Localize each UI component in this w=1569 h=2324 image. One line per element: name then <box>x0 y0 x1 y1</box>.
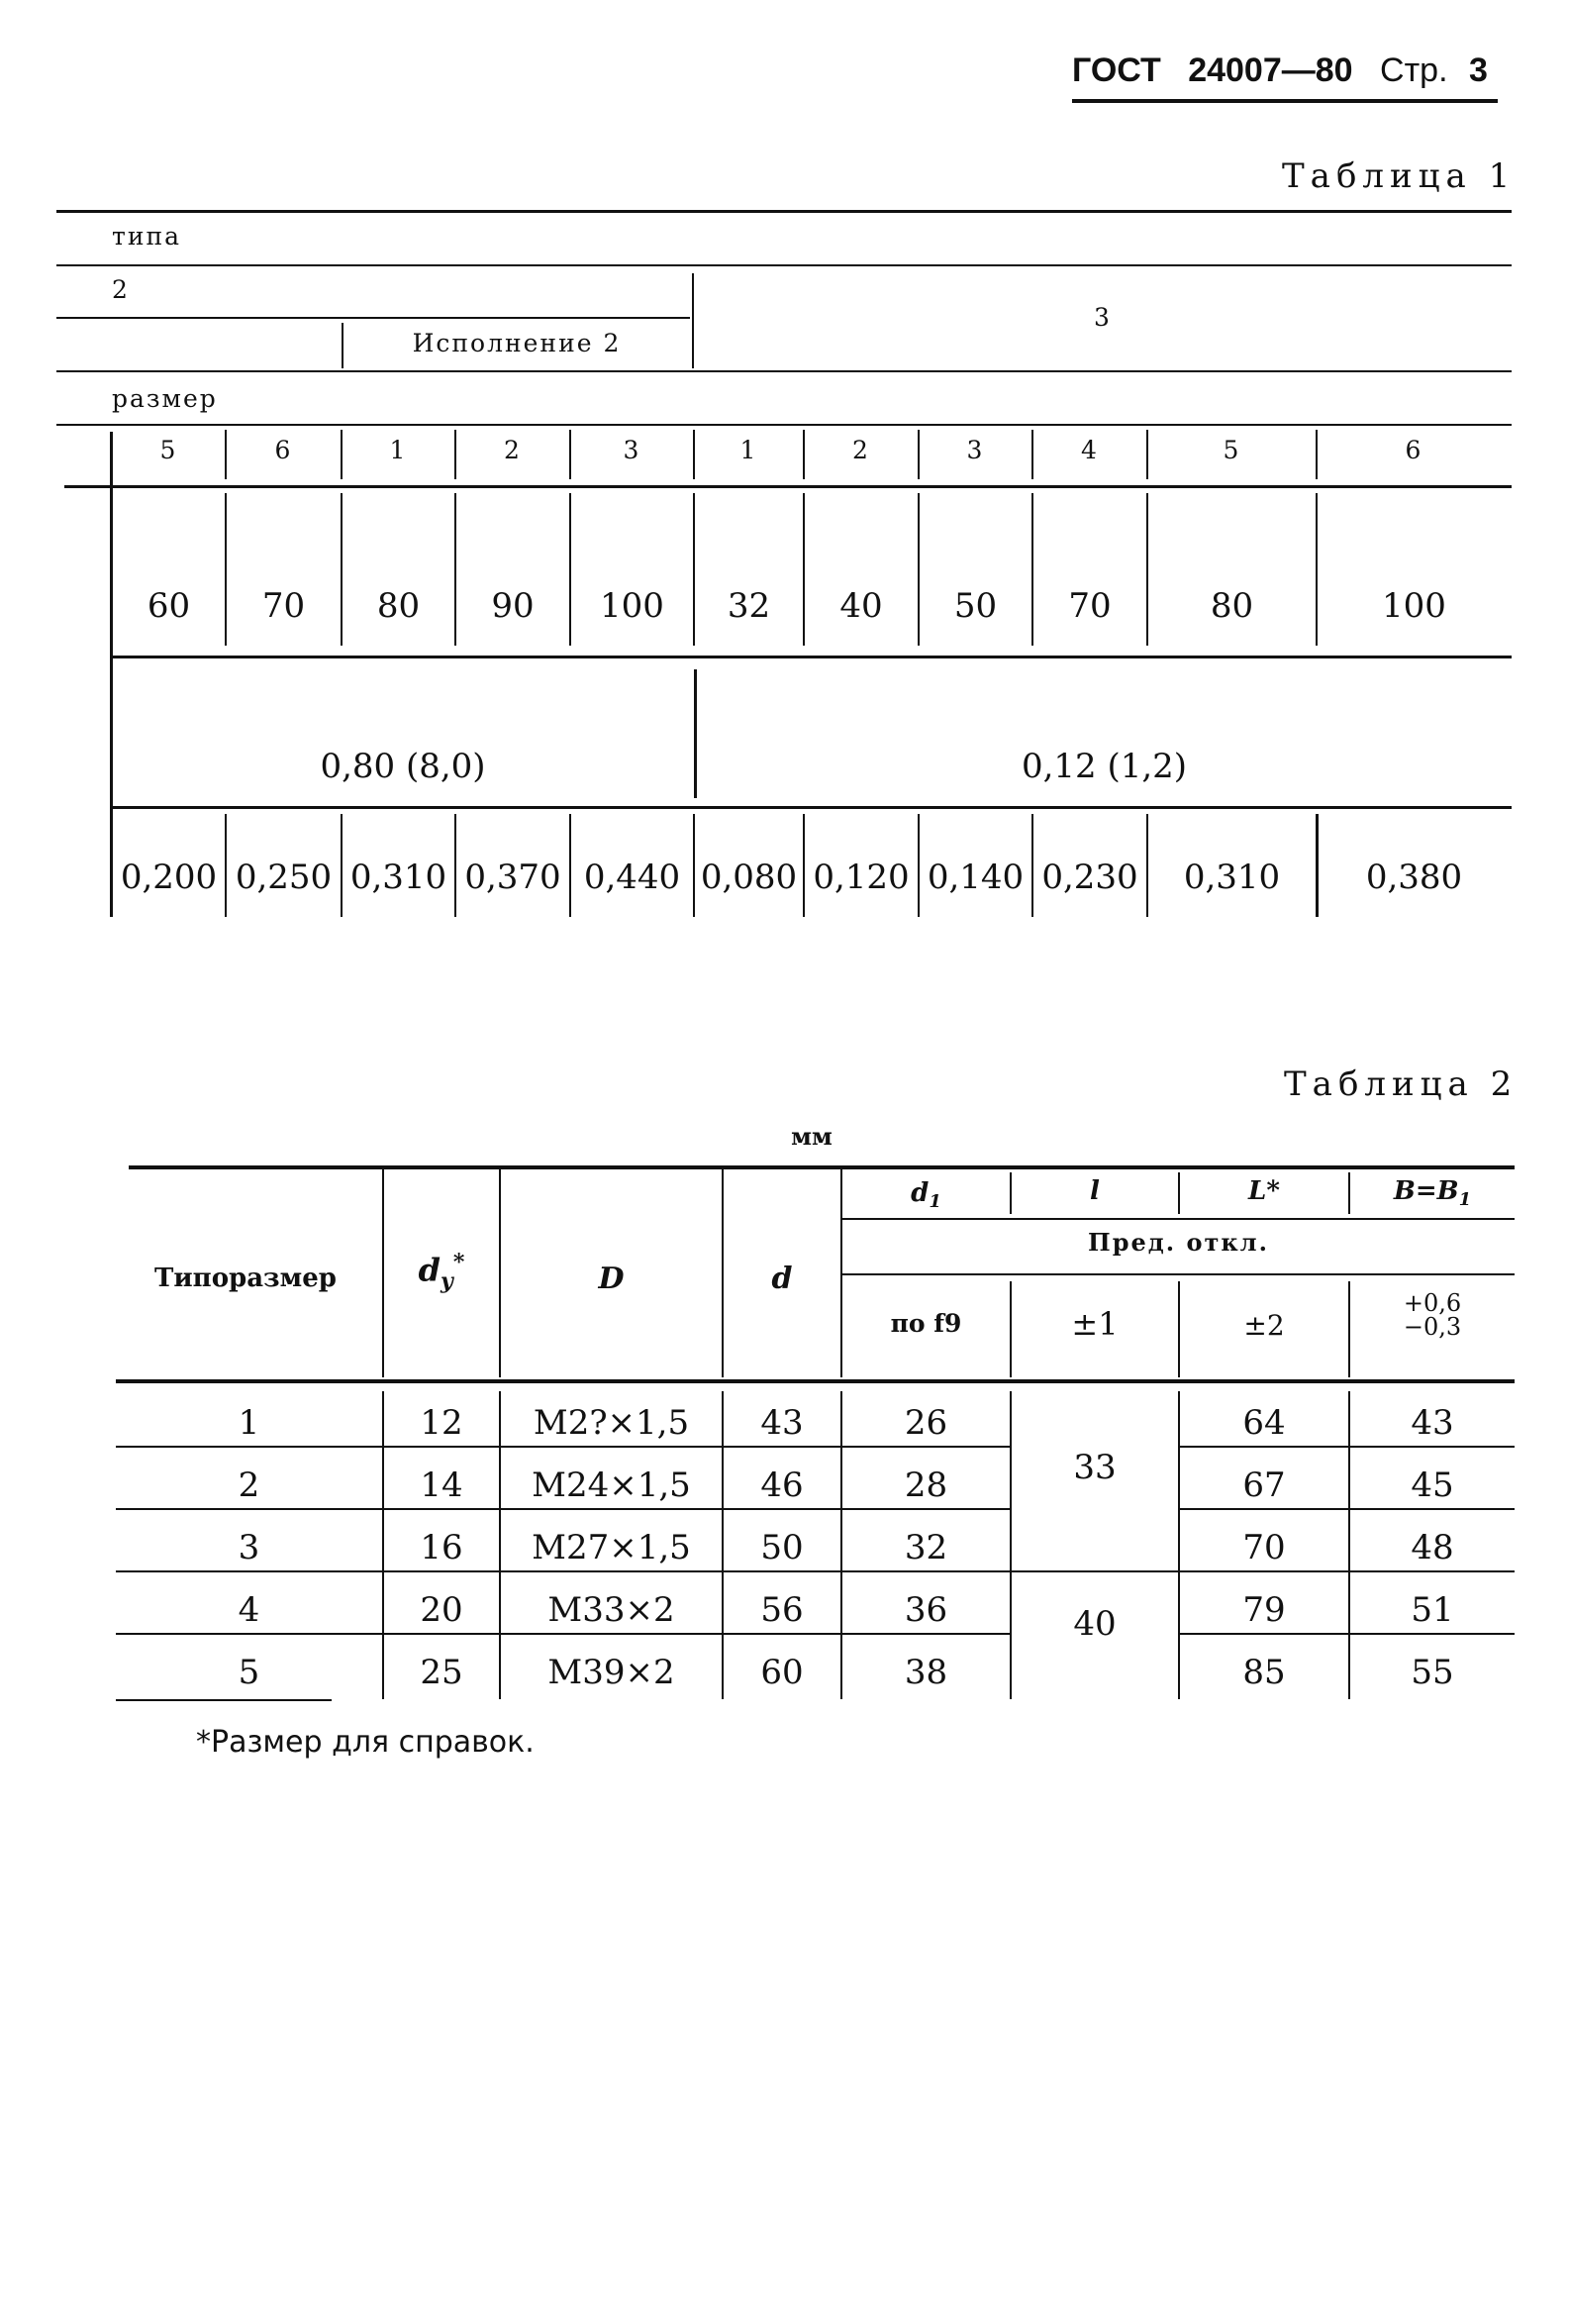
t1-col-divider <box>225 430 227 479</box>
t1-mass-cell: 0,250 <box>235 858 333 897</box>
t1-value-cell: 100 <box>600 586 664 626</box>
t1-col-divider <box>225 814 227 917</box>
t2-header-l: l <box>1090 1176 1100 1206</box>
t1-type-3: 3 <box>1094 303 1112 332</box>
t1-merged-right: 0,12 (1,2) <box>1021 747 1188 786</box>
t2-l-group-2: 40 <box>1073 1604 1117 1644</box>
t1-value-cell: 80 <box>376 586 421 626</box>
standard-number: 24007—80 <box>1188 51 1353 89</box>
t1-mass-cell: 0,310 <box>1183 858 1281 897</box>
t1-rule <box>112 806 1512 809</box>
t1-col-divider <box>454 493 456 646</box>
t2-header-d1-sub: 1 <box>929 1191 941 1213</box>
t1-mass-cell: 0,310 <box>349 858 447 897</box>
t1-mass-cell: 0,080 <box>700 858 798 897</box>
t2-header-d: d <box>771 1262 793 1296</box>
t1-value-cell: 70 <box>261 586 306 626</box>
t1-col-divider <box>341 430 343 479</box>
t2-tol-B-plus: +0,6 <box>1403 1289 1462 1317</box>
t2-cell-dy: 14 <box>420 1465 463 1505</box>
t2-header-L: L* <box>1248 1176 1280 1206</box>
t2-header-d1 <box>842 1178 1010 1212</box>
t2-row-rule <box>116 1633 1010 1635</box>
t1-rule <box>56 370 1512 372</box>
t2-cell-B: 48 <box>1411 1528 1454 1567</box>
t2-tol-B-minus: −0,3 <box>1403 1313 1462 1341</box>
t2-l-group-1: 33 <box>1073 1448 1117 1487</box>
t1-row-size-label: размер <box>112 384 218 413</box>
t1-col-divider <box>454 814 456 917</box>
t1-rule <box>56 424 1512 426</box>
t2-header-tolerance: Пред. откл. <box>1088 1228 1269 1257</box>
page-header <box>1072 51 1488 90</box>
t1-col-divider <box>1146 814 1148 917</box>
t1-col-divider <box>569 814 571 917</box>
t1-col-divider <box>803 814 805 917</box>
t1-value-cell: 70 <box>1068 586 1112 626</box>
t1-value-cell: 80 <box>1210 586 1254 626</box>
t1-mass-cell: 0,370 <box>464 858 561 897</box>
t1-col-divider <box>918 814 920 917</box>
header-rule <box>1072 99 1498 103</box>
t2-header-D: D <box>598 1262 625 1296</box>
t2-rule <box>842 1218 1515 1220</box>
t1-value-cell: 60 <box>147 586 191 626</box>
t2-cell-d1: 38 <box>904 1653 948 1692</box>
t1-col-number: 6 <box>274 436 293 464</box>
t1-value-cell: 40 <box>839 586 883 626</box>
t1-mass-cell: 0,120 <box>813 858 910 897</box>
t2-tol-L: ±2 <box>1243 1309 1285 1342</box>
t1-col-number: 5 <box>1223 436 1241 464</box>
t2-rule <box>842 1273 1515 1275</box>
t1-col-divider <box>341 814 343 917</box>
t2-cell-D: M2?×1,5 <box>533 1403 690 1443</box>
t2-cell-B: 45 <box>1411 1465 1454 1505</box>
t2-cell-D: M24×1,5 <box>532 1465 691 1505</box>
t1-rule <box>112 656 1512 658</box>
page-label: Стр. <box>1380 51 1448 89</box>
t1-col-divider <box>569 430 571 479</box>
t2-cell-B: 43 <box>1411 1403 1454 1443</box>
t1-value-cell: 100 <box>1382 586 1446 626</box>
t2-cell-D: M33×2 <box>547 1590 675 1630</box>
t2-row-rule <box>1180 1508 1515 1510</box>
t1-left-edge <box>110 432 113 917</box>
t1-mass-cell: 0,230 <box>1041 858 1138 897</box>
t1-col-number: 2 <box>852 436 870 464</box>
t2-header-dy-main: d <box>418 1251 441 1289</box>
t1-mass-cell: 0,380 <box>1365 858 1463 897</box>
t1-col-number: 1 <box>739 436 758 464</box>
t2-cell-D: M39×2 <box>547 1653 675 1692</box>
t1-col-divider <box>1316 493 1318 646</box>
t2-row-rule <box>116 1508 1010 1510</box>
t1-rule <box>56 264 1512 266</box>
t2-bottom-rule <box>116 1699 332 1701</box>
t1-col-divider <box>1031 493 1033 646</box>
t2-cell-L: 79 <box>1242 1590 1286 1630</box>
t2-cell-d1: 28 <box>904 1465 948 1505</box>
t2-cell-L: 67 <box>1242 1465 1286 1505</box>
t2-cell-size: 1 <box>238 1403 260 1443</box>
t1-col-divider <box>569 493 571 646</box>
t2-cell-L: 85 <box>1242 1653 1286 1692</box>
t2-tol-d1: по f9 <box>890 1309 962 1338</box>
t1-version-2: Исполнение 2 <box>412 329 622 357</box>
table1-caption: Таблица 1 <box>1282 156 1517 196</box>
t2-cell-dy: 12 <box>420 1403 463 1443</box>
t2-row-rule <box>116 1446 1010 1448</box>
t1-mass-cell: 0,140 <box>927 858 1025 897</box>
t1-col-divider <box>1146 493 1148 646</box>
t2-cell-L: 70 <box>1242 1528 1286 1567</box>
t2-row-rule <box>1180 1446 1515 1448</box>
t1-col-number: 3 <box>966 436 985 464</box>
t2-row-rule <box>1180 1570 1515 1572</box>
t2-cell-L: 64 <box>1242 1403 1286 1443</box>
t1-rule <box>56 210 1512 213</box>
t2-cell-dy: 16 <box>420 1528 463 1567</box>
t2-col-divider <box>1010 1391 1012 1699</box>
t2-top-rule <box>129 1165 1515 1169</box>
t1-col-divider <box>1317 814 1319 917</box>
t1-col-divider <box>1031 814 1033 917</box>
t2-cell-size: 2 <box>238 1465 260 1505</box>
t1-col-divider <box>225 493 227 646</box>
t2-header-d1-main: d <box>911 1178 930 1208</box>
t1-col-divider <box>341 493 343 646</box>
t1-merged-left: 0,80 (8,0) <box>320 747 486 786</box>
t1-col-number: 6 <box>1405 436 1423 464</box>
t2-cell-size: 4 <box>238 1590 260 1630</box>
t1-row-type-label: типа <box>112 222 182 251</box>
t1-col-divider <box>1031 430 1033 479</box>
t2-tol-l: ±1 <box>1071 1305 1119 1343</box>
t2-cell-D: M27×1,5 <box>532 1528 691 1567</box>
t2-cell-dy: 25 <box>420 1653 463 1692</box>
t1-rule <box>56 317 690 319</box>
t2-cell-d1: 32 <box>904 1528 948 1567</box>
t1-col-divider <box>803 493 805 646</box>
t2-row-rule <box>1012 1570 1178 1572</box>
t2-row-rule <box>116 1570 1010 1572</box>
t1-mass-cell: 0,200 <box>120 858 218 897</box>
t2-header-B-sub: 1 <box>1458 1189 1472 1211</box>
t2-header-B-main: B=B <box>1393 1176 1459 1206</box>
t2-header-dy-star: * <box>452 1250 465 1275</box>
t2-cell-d: 43 <box>760 1403 804 1443</box>
t1-value-cell: 90 <box>491 586 535 626</box>
t2-tol-B <box>1350 1291 1515 1339</box>
t1-rule <box>64 485 1512 488</box>
t2-header-dy <box>384 1250 499 1294</box>
t1-col-divider <box>693 493 695 646</box>
t2-cell-d: 50 <box>760 1528 804 1567</box>
t1-col-divider <box>1316 430 1318 479</box>
t2-footnote: *Размер для справок. <box>196 1725 535 1760</box>
t2-cell-d: 60 <box>760 1653 804 1692</box>
t2-cell-B: 55 <box>1411 1653 1454 1692</box>
t2-header-B <box>1350 1176 1515 1210</box>
t1-col-divider <box>693 430 695 479</box>
standard-label: ГОСТ <box>1072 51 1161 89</box>
t1-col-number: 4 <box>1081 436 1099 464</box>
t2-unit: мм <box>791 1122 833 1151</box>
t1-mass-cell: 0,440 <box>583 858 681 897</box>
t2-cell-size: 5 <box>238 1653 260 1692</box>
t1-type-2: 2 <box>112 275 130 304</box>
t2-cell-d: 56 <box>760 1590 804 1630</box>
t2-cell-dy: 20 <box>420 1590 463 1630</box>
t2-cell-d1: 26 <box>904 1403 948 1443</box>
t1-col-divider <box>1146 430 1148 479</box>
t2-header-rule <box>116 1379 1515 1383</box>
t1-value-cell: 50 <box>953 586 998 626</box>
t1-col-divider <box>918 493 920 646</box>
t1-col-number: 2 <box>504 436 522 464</box>
t1-col-divider <box>918 430 920 479</box>
t2-cell-B: 51 <box>1411 1590 1454 1630</box>
t1-value-cell: 32 <box>727 586 771 626</box>
t2-cell-d: 46 <box>760 1465 804 1505</box>
t1-col-divider <box>693 814 695 917</box>
t2-row-rule <box>1180 1633 1515 1635</box>
t1-col-divider <box>454 430 456 479</box>
t1-col-divider <box>803 430 805 479</box>
t2-header-dy-sub: y <box>441 1268 453 1295</box>
t2-cell-size: 3 <box>238 1528 260 1567</box>
page-number: 3 <box>1468 51 1488 89</box>
t1-col-number: 1 <box>389 436 408 464</box>
t2-cell-d1: 36 <box>904 1590 948 1630</box>
table2-caption: Таблица 2 <box>1284 1064 1519 1104</box>
t2-header-size: Типоразмер <box>154 1263 337 1293</box>
t1-col-number: 3 <box>623 436 641 464</box>
t1-col-number: 5 <box>159 436 178 464</box>
